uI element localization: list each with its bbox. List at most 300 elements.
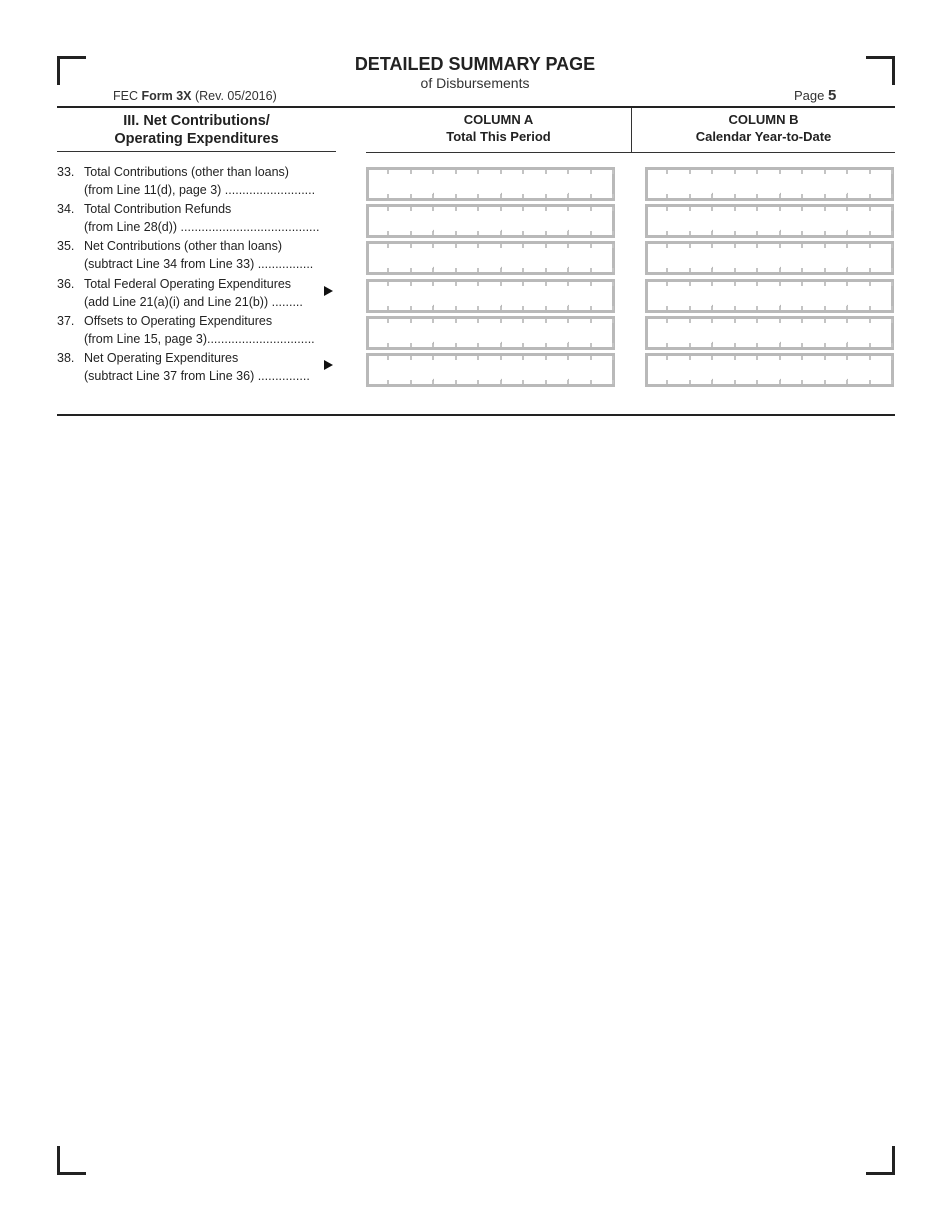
comb-tick [455,207,457,211]
comb-tick [734,268,736,272]
column-a-subtitle: Total This Period [446,129,551,144]
thousands-separator-mark: , [779,298,782,309]
comb-tick [545,380,547,384]
comb-tick [477,268,479,272]
comb-tick [869,170,871,174]
comb-tick [432,282,434,286]
thousands-separator-mark: , [432,186,435,197]
comb-tick [612,343,614,347]
comb-tick [410,231,412,235]
comb-tick [590,170,592,174]
thousands-separator-mark: , [432,335,435,346]
comb-tick [522,319,524,323]
page-number: 5 [828,87,837,104]
comb-tick [869,244,871,248]
comb-tick [779,207,781,211]
comb-tick [869,380,871,384]
thousands-separator-mark: , [711,372,714,383]
comb-tick [824,282,826,286]
column-a-amount-field-line-38[interactable] [366,353,615,387]
comb-tick [545,343,547,347]
column-a-amount-field-line-36[interactable] [366,279,615,313]
line-source: (add Line 21(a)(i) and Line 21(b)) ......... [84,295,303,309]
comb-tick [410,356,412,360]
comb-tick [522,194,524,198]
column-a-amount-field-line-34[interactable] [366,204,615,238]
comb-tick [779,282,781,286]
form-identifier [113,89,277,103]
comb-tick [666,343,668,347]
comb-tick [545,207,547,211]
comb-tick [666,356,668,360]
comb-tick [756,380,758,384]
comb-tick [734,194,736,198]
comb-tick [891,194,893,198]
section-title-line2: Operating Expenditures [114,131,279,147]
comb-tick [891,207,893,211]
page-title: DETAILED SUMMARY PAGE [354,54,596,74]
comb-tick [869,231,871,235]
comb-tick [567,207,569,211]
decimal-point-mark: . [846,260,849,271]
comb-tick [410,319,412,323]
comb-tick [711,207,713,211]
column-b-amount-field-line-38[interactable] [645,353,894,387]
comb-tick [891,306,893,310]
comb-tick [455,282,457,286]
line-description: Total Contributions (other than loans) [84,165,289,179]
line-source: (from Line 15, page 3)............................... [84,332,315,346]
comb-tick [666,319,668,323]
comb-tick [824,380,826,384]
line-description: Net Operating Expenditures [84,351,239,365]
comb-tick [689,343,691,347]
comb-tick [824,319,826,323]
comb-tick [410,170,412,174]
comb-tick [567,356,569,360]
comb-tick [500,207,502,211]
comb-tick [734,207,736,211]
comb-tick [846,244,848,248]
comb-tick [522,231,524,235]
form-name: Form 3X [141,89,192,103]
comb-tick [756,306,758,310]
comb-tick [711,170,713,174]
comb-tick [891,282,893,286]
comb-tick [756,356,758,360]
comb-tick [801,268,803,272]
comb-tick [500,244,502,248]
comb-tick [410,343,412,347]
decimal-point-mark: . [846,186,849,197]
comb-tick [779,356,781,360]
comb-tick [734,306,736,310]
line-source: (from Line 28(d)) ........................................ [84,220,320,234]
comb-tick [477,319,479,323]
column-b-header [632,111,895,145]
comb-tick [432,170,434,174]
comb-tick [846,207,848,211]
comb-tick [689,207,691,211]
comb-tick [801,170,803,174]
decimal-point-mark: . [567,186,570,197]
comb-tick [666,170,668,174]
comb-tick [477,306,479,310]
comb-tick [590,244,592,248]
comb-tick [500,170,502,174]
comb-tick [387,194,389,198]
comb-tick [545,268,547,272]
comb-tick [500,356,502,360]
comb-tick [846,356,848,360]
decimal-point-mark: . [567,260,570,271]
comb-tick [869,343,871,347]
comb-tick [689,306,691,310]
comb-tick [455,194,457,198]
comb-tick [846,170,848,174]
comb-tick [779,244,781,248]
comb-tick [612,268,614,272]
comb-tick [801,231,803,235]
comb-tick [801,380,803,384]
column-b-amount-field-line-36[interactable] [645,279,894,313]
section-title [57,112,336,148]
comb-tick [387,244,389,248]
thousands-separator-mark: , [711,260,714,271]
comb-tick [666,231,668,235]
comb-tick [869,356,871,360]
comb-tick [666,244,668,248]
line-description: Total Federal Operating Expenditures [84,277,292,291]
comb-tick [567,319,569,323]
line-number: 38. [57,351,75,365]
form-prefix: FEC [113,89,138,103]
comb-tick [590,268,592,272]
comb-tick [756,194,758,198]
comb-tick [666,194,668,198]
page-subtitle: of Disbursements [420,75,530,91]
comb-tick [522,343,524,347]
comb-tick [455,356,457,360]
thousands-separator-mark: , [779,223,782,234]
thousands-separator-mark: , [432,298,435,309]
comb-tick [734,319,736,323]
thousands-separator-mark: , [711,335,714,346]
thousands-separator-mark: , [500,335,503,346]
comb-tick [756,244,758,248]
decimal-point-mark: . [846,372,849,383]
comb-tick [734,244,736,248]
comb-tick [891,343,893,347]
comb-tick [522,170,524,174]
column-a-amount-field-line-35[interactable] [366,241,615,275]
column-b-amount-field-line-37[interactable] [645,316,894,350]
decimal-point-mark: . [846,298,849,309]
comb-tick [689,380,691,384]
thousands-separator-mark: , [779,186,782,197]
comb-tick [756,319,758,323]
comb-tick [432,356,434,360]
comb-tick [410,207,412,211]
comb-tick [567,170,569,174]
comb-tick [891,170,893,174]
comb-tick [455,170,457,174]
column-b-amount-field-line-33[interactable] [645,167,894,201]
comb-tick [545,244,547,248]
comb-tick [545,282,547,286]
comb-tick [545,231,547,235]
decimal-point-mark: . [846,335,849,346]
comb-tick [824,343,826,347]
comb-tick [612,244,614,248]
thousands-separator-mark: , [779,335,782,346]
comb-tick [410,244,412,248]
comb-tick [455,306,457,310]
comb-tick [891,380,893,384]
column-b-amount-field-line-35[interactable] [645,241,894,275]
comb-tick [779,170,781,174]
comb-tick [612,207,614,211]
comb-tick [477,343,479,347]
page-indicator [794,87,836,104]
comb-tick [387,282,389,286]
comb-tick [756,170,758,174]
comb-tick [666,306,668,310]
line-description: Offsets to Operating Expenditures [84,314,273,328]
comb-tick [666,380,668,384]
comb-tick [734,343,736,347]
comb-tick [590,282,592,286]
thousands-separator-mark: , [432,372,435,383]
comb-tick [689,319,691,323]
comb-tick [410,282,412,286]
line-number: 36. [57,277,75,291]
column-b-title: COLUMN B [728,112,799,127]
thousands-separator-mark: , [711,298,714,309]
section-bottom-rule [57,414,895,416]
comb-tick [477,244,479,248]
thousands-separator-mark: , [711,186,714,197]
column-b-amount-field-line-34[interactable] [645,204,894,238]
comb-tick [612,231,614,235]
comb-tick [824,170,826,174]
comb-tick [824,244,826,248]
comb-tick [387,356,389,360]
column-b-subtitle: Calendar Year-to-Date [695,129,832,144]
comb-tick [801,306,803,310]
thousands-separator-mark: , [500,372,503,383]
comb-tick [801,319,803,323]
comb-tick [689,268,691,272]
comb-tick [522,268,524,272]
header-rule [57,106,895,108]
line-source: (from Line 11(d), page 3) .......................... [84,183,316,197]
comb-tick [477,170,479,174]
comb-tick [734,380,736,384]
comb-tick [545,319,547,323]
comb-tick [689,282,691,286]
comb-tick [612,170,614,174]
comb-tick [590,380,592,384]
comb-tick [455,380,457,384]
comb-tick [455,244,457,248]
comb-tick [869,282,871,286]
decimal-point-mark: . [567,372,570,383]
thousands-separator-mark: , [432,260,435,271]
comb-tick [387,319,389,323]
comb-tick [846,282,848,286]
arrow-right-icon [324,286,333,296]
column-header-rule [366,152,895,153]
comb-tick [522,207,524,211]
comb-tick [432,244,434,248]
comb-tick [410,380,412,384]
line-description: Net Contributions (other than loans) [84,239,283,253]
comb-tick [824,207,826,211]
comb-tick [612,356,614,360]
comb-tick [477,194,479,198]
corner-mark-bottom-left [57,1146,86,1175]
comb-tick [891,356,893,360]
comb-tick [522,356,524,360]
comb-tick [801,244,803,248]
comb-tick [801,282,803,286]
comb-tick [756,207,758,211]
comb-tick [689,244,691,248]
comb-tick [545,306,547,310]
comb-tick [689,356,691,360]
comb-tick [477,356,479,360]
comb-tick [689,194,691,198]
comb-tick [801,343,803,347]
comb-tick [590,343,592,347]
comb-tick [801,194,803,198]
comb-tick [387,268,389,272]
line-description: Total Contribution Refunds [84,202,232,216]
comb-tick [779,319,781,323]
comb-tick [734,356,736,360]
line-number: 34. [57,202,75,216]
comb-tick [734,170,736,174]
comb-tick [522,244,524,248]
comb-tick [590,319,592,323]
decimal-point-mark: . [567,335,570,346]
comb-tick [387,231,389,235]
line-number: 37. [57,314,75,328]
comb-tick [891,231,893,235]
comb-tick [711,282,713,286]
comb-tick [410,194,412,198]
comb-tick [500,319,502,323]
comb-tick [590,306,592,310]
comb-tick [500,282,502,286]
line-source: (subtract Line 37 from Line 36) ............... [84,369,310,383]
thousands-separator-mark: , [779,372,782,383]
decimal-point-mark: . [846,223,849,234]
comb-tick [666,268,668,272]
comb-tick [477,207,479,211]
comb-tick [477,380,479,384]
comb-tick [455,319,457,323]
comb-tick [689,170,691,174]
comb-tick [756,282,758,286]
comb-tick [612,194,614,198]
comb-tick [432,319,434,323]
comb-tick [891,319,893,323]
comb-tick [891,244,893,248]
comb-tick [545,170,547,174]
comb-tick [869,319,871,323]
comb-tick [846,319,848,323]
line-number: 33. [57,165,75,179]
comb-tick [689,231,691,235]
comb-tick [869,194,871,198]
comb-tick [387,343,389,347]
comb-tick [711,319,713,323]
comb-tick [432,207,434,211]
line-source: (subtract Line 34 from Line 33) ................ [84,257,314,271]
column-a-amount-field-line-37[interactable] [366,316,615,350]
comb-tick [545,356,547,360]
comb-tick [522,282,524,286]
comb-tick [522,380,524,384]
thousands-separator-mark: , [500,186,503,197]
decimal-point-mark: . [567,223,570,234]
decimal-point-mark: . [567,298,570,309]
thousands-separator-mark: , [432,223,435,234]
comb-tick [756,231,758,235]
comb-tick [711,356,713,360]
comb-tick [455,268,457,272]
comb-tick [801,356,803,360]
column-a-header [366,111,631,145]
comb-tick [410,306,412,310]
thousands-separator-mark: , [500,260,503,271]
page-label: Page [794,88,825,103]
comb-tick [410,268,412,272]
comb-tick [824,306,826,310]
arrow-right-icon [324,360,333,370]
comb-tick [522,306,524,310]
thousands-separator-mark: , [711,223,714,234]
comb-tick [734,282,736,286]
column-a-amount-field-line-33[interactable] [366,167,615,201]
comb-tick [869,268,871,272]
comb-tick [567,244,569,248]
comb-tick [387,170,389,174]
comb-tick [891,268,893,272]
column-a-title: COLUMN A [463,112,534,127]
comb-tick [824,268,826,272]
comb-tick [824,194,826,198]
comb-tick [756,343,758,347]
comb-tick [756,268,758,272]
comb-tick [590,356,592,360]
thousands-separator-mark: , [779,260,782,271]
comb-tick [612,282,614,286]
comb-tick [590,207,592,211]
comb-tick [477,231,479,235]
comb-tick [590,231,592,235]
comb-tick [824,356,826,360]
comb-tick [869,306,871,310]
comb-tick [666,282,668,286]
comb-tick [455,343,457,347]
comb-tick [387,207,389,211]
comb-tick [612,319,614,323]
comb-tick [711,244,713,248]
comb-tick [567,282,569,286]
